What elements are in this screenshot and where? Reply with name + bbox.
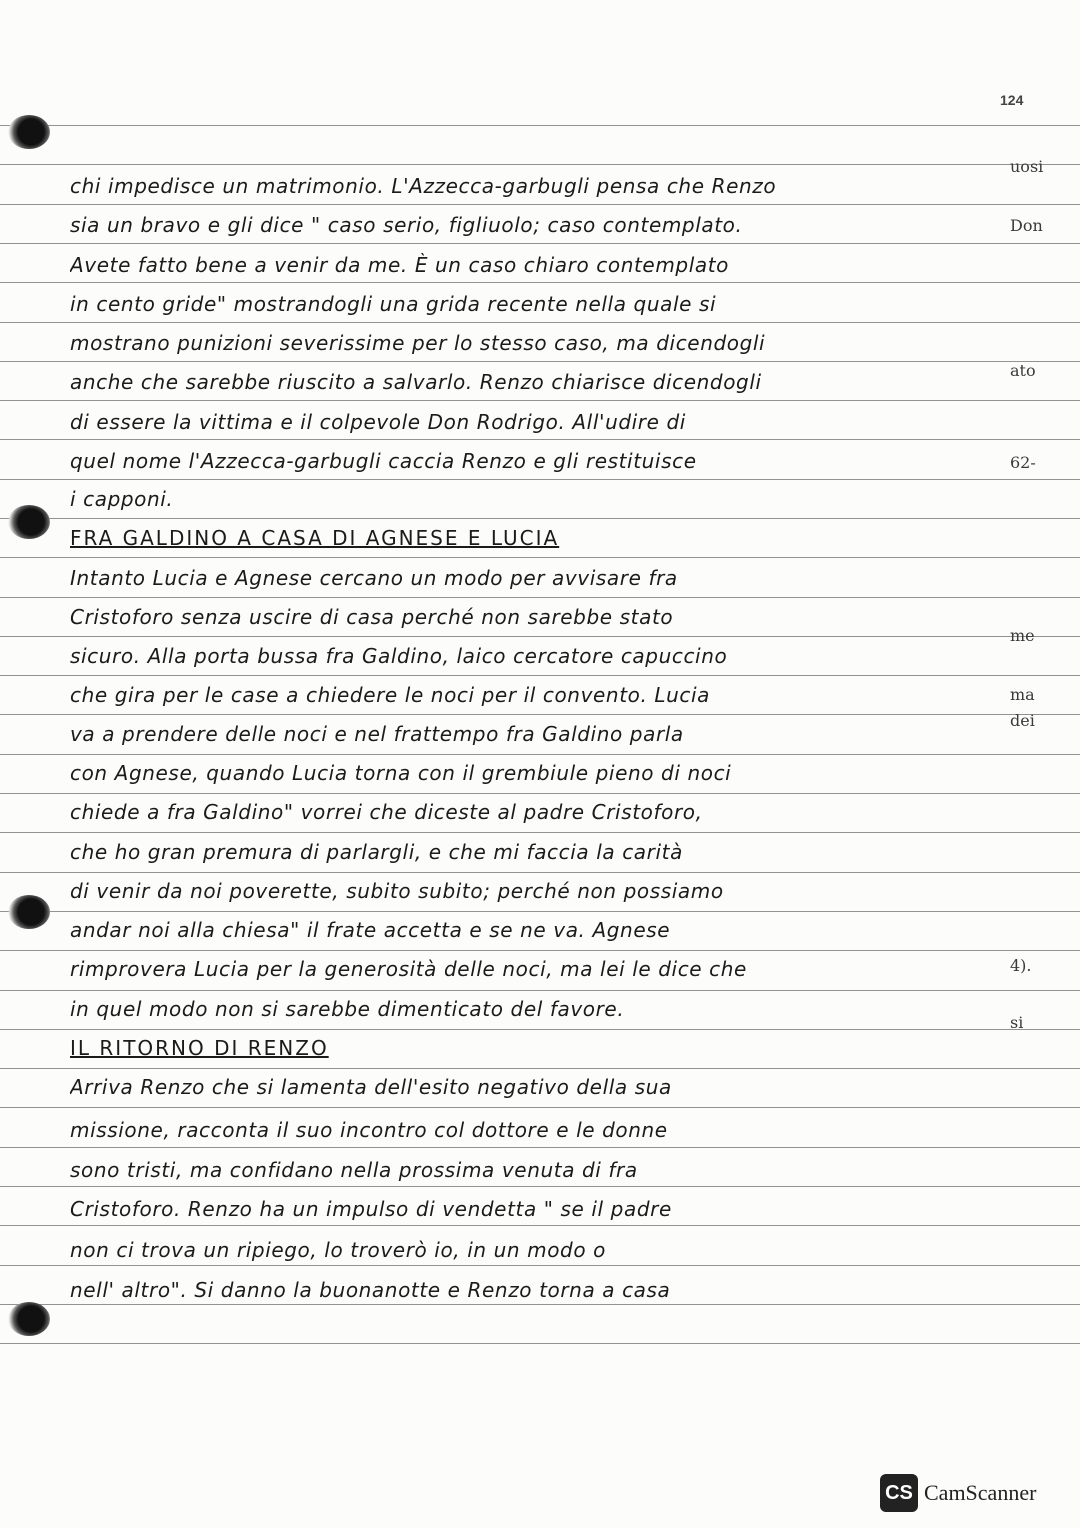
text-line: di essere la vittima e il colpevole Don Rodrigo. All'udire di (70, 410, 686, 434)
ruled-line (0, 361, 1080, 362)
text-line: sono tristi, ma confidano nella prossima venuta di fra (70, 1158, 638, 1182)
ruled-line (0, 872, 1080, 873)
ruled-line (0, 1265, 1080, 1266)
text-line: che ho gran premura di parlargli, e che mi faccia la carità (70, 840, 683, 864)
ruled-line (0, 518, 1080, 519)
margin-bleed-text: 4). (1010, 956, 1032, 975)
text-line: andar noi alla chiesa" il frate accetta e se ne va. Agnese (70, 918, 671, 942)
ruled-line (0, 1068, 1080, 1069)
text-line: chi impedisce un matrimonio. L'Azzecca-garbugli pensa che Renzo (70, 174, 777, 198)
margin-bleed-text: uosi (1010, 157, 1044, 176)
margin-bleed-text: ma (1010, 685, 1035, 704)
ruled-line (0, 714, 1080, 715)
text-line: sicuro. Alla porta bussa fra Galdino, laico cercatore capuccino (70, 644, 728, 668)
ruled-line (0, 597, 1080, 598)
margin-bleed-text: si (1010, 1013, 1024, 1032)
text-line: Avete fatto bene a venir da me. È un caso chiaro contemplato (70, 253, 730, 277)
ruled-line (0, 911, 1080, 912)
binder-hole (8, 115, 50, 149)
text-line: Intanto Lucia e Agnese cercano un modo per avvisare fra (70, 566, 678, 590)
text-line: in cento gride" mostrandogli una grida recente nella quale si (70, 292, 717, 316)
text-line: mostrano punizioni severissime per lo stesso caso, ma dicendogli (70, 331, 766, 355)
ruled-line (0, 243, 1080, 244)
text-line: che gira per le case a chiedere le noci per il convento. Lucia (70, 683, 711, 707)
margin-bleed-text: dei (1010, 711, 1035, 730)
text-line: nell' altro". Si danno la buonanotte e Renzo torna a casa (70, 1278, 671, 1302)
section-heading: IL RITORNO DI RENZO (70, 1036, 329, 1060)
text-line: quel nome l'Azzecca-garbugli caccia Renzo e gli restituisce (70, 449, 697, 473)
ruled-line (0, 479, 1080, 480)
ruled-line (0, 1107, 1080, 1108)
binder-hole (8, 505, 50, 539)
ruled-line (0, 322, 1080, 323)
ruled-line (0, 1186, 1080, 1187)
text-line: di venir da noi poverette, subito subito; perché non possiamo (70, 879, 724, 903)
ruled-line (0, 1225, 1080, 1226)
text-line: con Agnese, quando Lucia torna con il grembiule pieno di noci (70, 761, 732, 785)
binder-hole (8, 1302, 50, 1336)
text-line: missione, racconta il suo incontro col dottore e le donne (70, 1118, 668, 1142)
binder-hole (8, 895, 50, 929)
ruled-line (0, 439, 1080, 440)
text-line: rimprovera Lucia per la generosità delle noci, ma lei le dice che (70, 957, 747, 981)
ruled-line (0, 557, 1080, 558)
text-line: Cristoforo senza uscire di casa perché non sarebbe stato (70, 605, 674, 629)
ruled-line (0, 990, 1080, 991)
ruled-line (0, 400, 1080, 401)
ruled-line (0, 1304, 1080, 1305)
text-line: va a prendere delle noci e nel frattempo fra Galdino parla (70, 722, 684, 746)
camscanner-watermark (880, 1474, 1036, 1512)
text-line: non ci trova un ripiego, lo troverò io, in un modo o (70, 1238, 606, 1262)
text-line: sia un bravo e gli dice " caso serio, figliuolo; caso contemplato. (70, 213, 743, 237)
camscanner-logo-icon: CS (880, 1474, 918, 1512)
section-heading: FRA GALDINO A CASA DI AGNESE E LUCIA (70, 526, 560, 550)
text-line: i capponi. (70, 487, 174, 511)
text-line: in quel modo non si sarebbe dimenticato del favore. (70, 997, 625, 1021)
ruled-line (0, 204, 1080, 205)
page-number: 124 (1000, 92, 1024, 108)
ruled-line (0, 793, 1080, 794)
margin-bleed-text: 62- (1010, 453, 1036, 472)
text-line: anche che sarebbe riuscito a salvarlo. Renzo chiarisce dicendogli (70, 370, 762, 394)
camscanner-label: CamScanner (924, 1480, 1037, 1505)
text-line: chiede a fra Galdino" vorrei che diceste al padre Cristoforo, (70, 800, 703, 824)
ruled-line (0, 675, 1080, 676)
margin-bleed-text: me (1010, 626, 1035, 645)
ruled-line (0, 164, 1080, 165)
ruled-line (0, 125, 1080, 126)
ruled-line (0, 1147, 1080, 1148)
ruled-line (0, 1029, 1080, 1030)
ruled-line (0, 282, 1080, 283)
ruled-line (0, 950, 1080, 951)
ruled-line (0, 1343, 1080, 1344)
text-line: Arriva Renzo che si lamenta dell'esito negativo della sua (70, 1075, 672, 1099)
margin-bleed-text: ato (1010, 361, 1036, 380)
ruled-line (0, 636, 1080, 637)
ruled-line (0, 832, 1080, 833)
text-line: Cristoforo. Renzo ha un impulso di vendetta " se il padre (70, 1197, 672, 1221)
ruled-line (0, 754, 1080, 755)
margin-bleed-text: Don (1010, 216, 1043, 235)
